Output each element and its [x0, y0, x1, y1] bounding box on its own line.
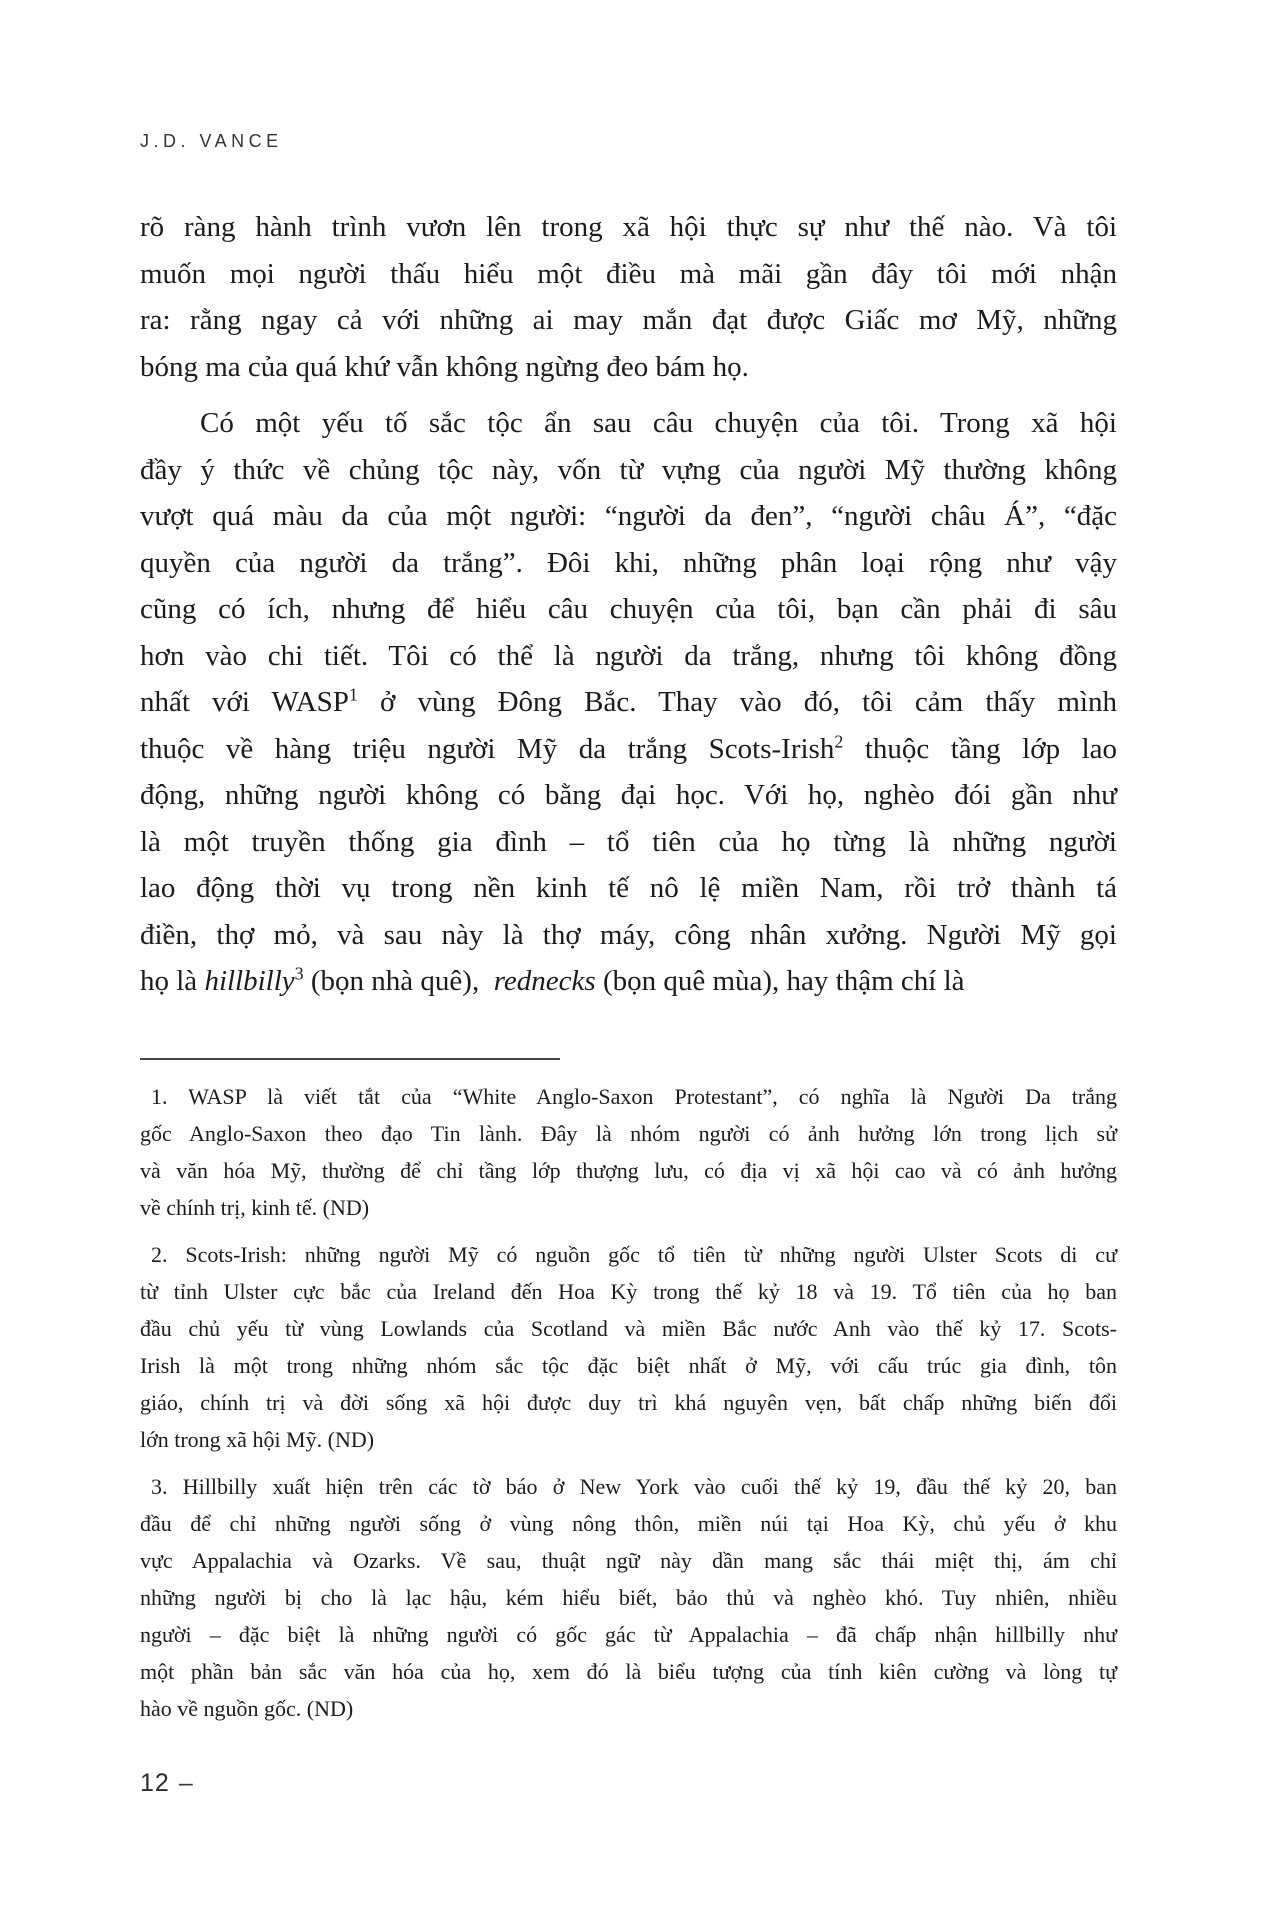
text-line: cũng có ích, nhưng để hiểu câu chuyện của tôi, bạn cần phải đi sâu: [140, 593, 1117, 625]
footnote-reference-marker: 3: [294, 963, 304, 984]
body-paragraph: [140, 204, 1117, 390]
text-line: rõ ràng hành trình vươn lên trong xã hội thực sự như thế nào. Và tôi: [140, 211, 1117, 243]
text-line: muốn mọi người thấu hiểu một điều mà mãi gần đây tôi mới nhận: [140, 257, 1117, 290]
footnote-separator-rule: [140, 1058, 560, 1060]
text-line: đầu để chỉ những người sống ở vùng nông thôn, miền núi tại Hoa Kỳ, chủ yếu ở khu: [140, 1510, 1117, 1536]
footnote: [140, 1468, 1117, 1727]
text-line: gốc Anglo-Saxon theo đạo Tin lành. Đây là nhóm người có ảnh hưởng lớn trong lịch sử: [140, 1120, 1117, 1146]
text-line: vượt quá màu da của một người: “người da đen”, “người châu Á”, “đặc: [140, 500, 1117, 532]
text-line: thuộc về hàng triệu người Mỹ da trắng Scots-Irish$^2$ thuộc tầng lớp lao: [140, 730, 1117, 765]
emphasis-text: hillbilly: [204, 965, 295, 997]
text-line: là một truyền thống gia đình – tổ tiên của họ từng là những người: [140, 825, 1117, 858]
text-line: điền, thợ mỏ, và sau này là thợ máy, công nhân xưởng. Người Mỹ gọi: [140, 918, 1117, 951]
footnote: [140, 1078, 1117, 1226]
page-number: 12: [140, 1768, 170, 1797]
text-line: 2. Scots-Irish: những người Mỹ có nguồn gốc tổ tiên từ những người Ulster Scots di cư: [151, 1241, 1117, 1267]
text-line: giáo, chính trị và đời sống xã hội được duy trì khá nguyên vẹn, bất chấp những biến đổi: [140, 1389, 1117, 1415]
text-line: nhất với WASP$^1$ ở vùng Đông Bắc. Thay vào đó, tôi cảm thấy mình: [140, 684, 1117, 718]
text-line: 1. WASP là viết tắt của “White Anglo-Saxon Protestant”, có nghĩa là Người Da trắng: [151, 1083, 1117, 1109]
footnote-reference-marker: 2: [834, 730, 844, 751]
text-line: Có một yếu tố sắc tộc ẩn sau câu chuyện của tôi. Trong xã hội: [200, 407, 1117, 439]
text-line: một phần bản sắc văn hóa của họ, xem đó là biểu tượng của tính kiên cường và lòng tự: [140, 1658, 1117, 1684]
text-line: và văn hóa Mỹ, thường để chỉ tầng lớp thượng lưu, có địa vị xã hội cao và có ảnh hưởng: [140, 1157, 1117, 1183]
body-paragraph: [140, 400, 1117, 1005]
page-footer: [140, 1769, 1117, 1798]
text-line: những người bị cho là lạc hậu, kém hiểu biết, bảo thủ và nghèo khó. Tuy nhiên, nhiều: [140, 1584, 1117, 1610]
text-line: vực Appalachia và Ozarks. Về sau, thuật ngữ này dần mang sắc thái miệt thị, ám chỉ: [140, 1547, 1117, 1573]
text-line: Irish là một trong những nhóm sắc tộc đặc biệt nhất ở Mỹ, với cấu trúc gia đình, tôn: [140, 1352, 1117, 1378]
text-line: người – đặc biệt là những người có gốc gác từ Appalachia – đã chấp nhận hillbilly như: [140, 1621, 1117, 1647]
footnote-reference-marker: 1: [348, 684, 358, 705]
page-body-text: [140, 204, 1117, 1005]
footnotes-block: [140, 1078, 1117, 1727]
text-line: quyền của người da trắng”. Đôi khi, những phân loại rộng như vậy: [140, 546, 1117, 579]
text-line: họ là hillbilly$^3$ (bọn nhà quê), rednecks (bọn quê mùa), hay thậm chí là: [140, 963, 965, 997]
text-line: bóng ma của quá khứ vẫn không ngừng đeo bám họ.: [140, 350, 749, 383]
text-line: ra: rằng ngay cả với những ai may mắn đạt được Giấc mơ Mỹ, những: [140, 304, 1117, 336]
page-number-dash: –: [178, 1768, 194, 1797]
text-line: động, những người không có bằng đại học. Với họ, nghèo đói gần như: [140, 779, 1117, 811]
text-line: hơn vào chi tiết. Tôi có thể là người da trắng, nhưng tôi không đồng: [140, 639, 1117, 672]
text-line: lớn trong xã hội Mỹ. (ND): [140, 1426, 375, 1452]
text-line: về chính trị, kinh tế. (ND): [140, 1194, 370, 1220]
text-line: lao động thời vụ trong nền kinh tế nô lệ miền Nam, rồi trở thành tá: [140, 872, 1117, 904]
text-line: từ tỉnh Ulster cực bắc của Ireland đến Hoa Kỳ trong thế kỷ 18 và 19. Tổ tiên của họ ban: [140, 1278, 1117, 1304]
text-line: hào về nguồn gốc. (ND): [140, 1695, 354, 1721]
text-line: 3. Hillbilly xuất hiện trên các tờ báo ở New York vào cuối thế kỷ 19, đầu thế kỷ 20, ban: [151, 1473, 1117, 1499]
text-line: đầy ý thức về chủng tộc này, vốn từ vựng của người Mỹ thường không: [140, 453, 1117, 486]
running-header-author: J.D. VANCE: [140, 131, 283, 151]
emphasis-text: rednecks: [493, 965, 596, 997]
book-page: [140, 0, 1117, 1798]
text-line: đầu chủ yếu từ vùng Lowlands của Scotland và miền Bắc nước Anh vào thế kỷ 17. Scots-: [140, 1315, 1117, 1341]
footnote: [140, 1236, 1117, 1458]
